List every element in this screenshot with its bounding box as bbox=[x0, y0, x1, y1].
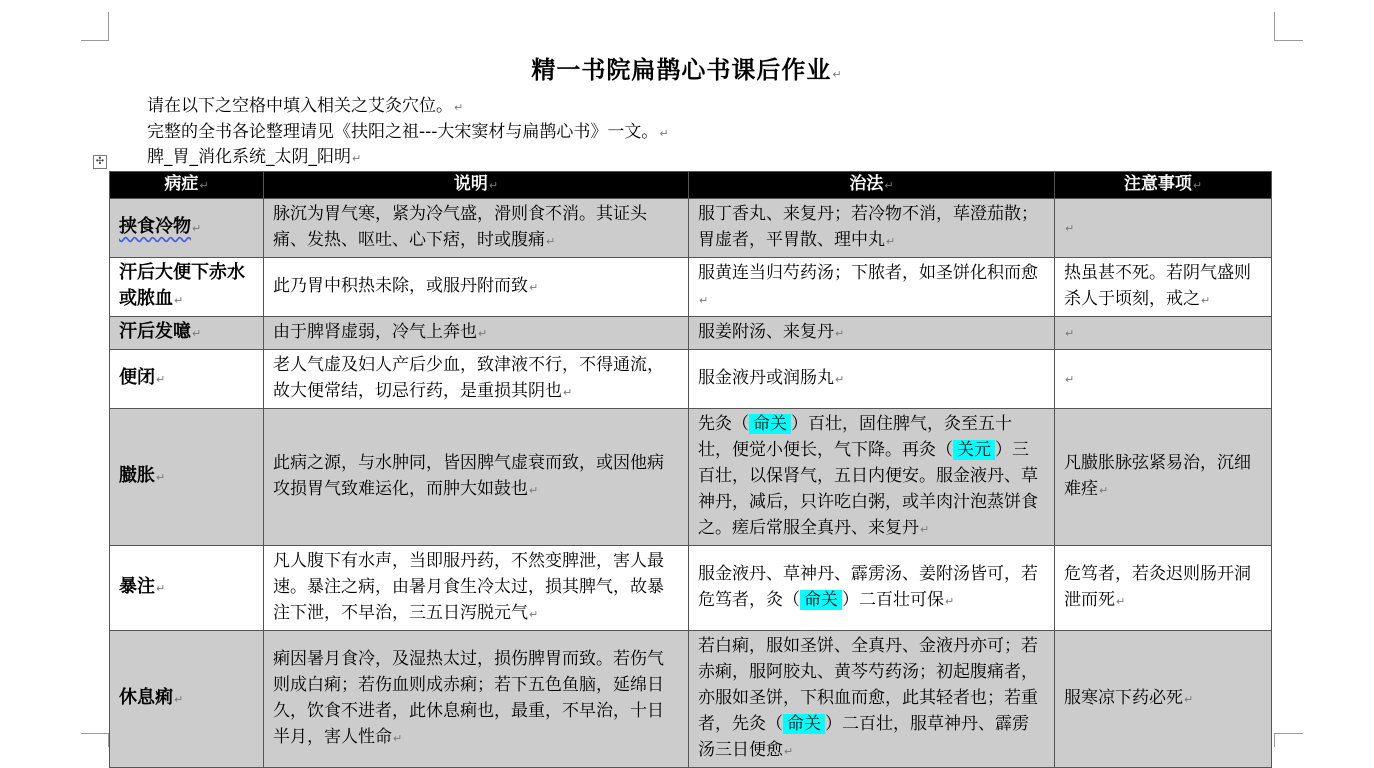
description-cell[interactable]: 老人气虚及妇人产后少血，致津液不行，不得通流，故大便常结，切忌行药，是重损其阴也↵ bbox=[264, 350, 689, 409]
disease-cell: 汗后大便下赤水或脓血↵ bbox=[110, 258, 264, 317]
table-row bbox=[110, 631, 1272, 768]
header-treatment: 治法↵ bbox=[689, 172, 1055, 199]
table-row bbox=[110, 258, 1272, 317]
notes-cell[interactable]: 热虽甚不死。若阴气盛则杀人于顷刻，戒之↵ bbox=[1055, 258, 1272, 317]
acupoint-answer[interactable]: 关元 bbox=[953, 440, 995, 460]
intro-line-1-text: 请在以下之空格中填入相关之艾灸穴位。 bbox=[147, 96, 453, 116]
treatment-cell[interactable]: 若白痢，服如圣饼、全真丹、金液丹亦可；若赤痢，服阿胶丸、黄芩芍药汤；初起腹痛者，亦服如圣饼，下积血而愈，此其轻者也；若重者，先灸（ 命关 ）二百壮，服草神丹、霹雳汤三日便愈↵ bbox=[689, 631, 1055, 768]
notes-cell[interactable]: ↵ bbox=[1055, 199, 1272, 258]
notes-cell[interactable]: 服寒凉下药必死↵ bbox=[1055, 631, 1272, 768]
intro-line-3-text: 脾_胃_消化系统_太阴_阳明 bbox=[147, 147, 351, 167]
header-description: 说明↵ bbox=[264, 172, 689, 199]
disease-cell: 臌胀↵ bbox=[110, 409, 264, 546]
intro-line-2-text: 完整的全书各论整理请见《扶阳之祖---大宋窦材与扁鹊心书》一文。 bbox=[147, 122, 659, 142]
acupoint-answer[interactable]: 命关 bbox=[800, 590, 842, 610]
treatment-cell[interactable]: 服丁香丸、来复丹；若冷物不消，荜澄茄散；胃虚者，平胃散、理中丸↵ bbox=[689, 199, 1055, 258]
table-row bbox=[110, 350, 1272, 409]
description-cell[interactable]: 由于脾肾虚弱，冷气上奔也↵ bbox=[264, 317, 689, 350]
crop-mark-bottom-right bbox=[1274, 733, 1303, 747]
paragraph-mark: ↵ bbox=[352, 152, 362, 165]
acupoint-answer[interactable]: 命关 bbox=[783, 714, 825, 734]
table-row bbox=[110, 409, 1272, 546]
document-title bbox=[0, 50, 1374, 85]
disease-cell: 挟食冷物↵ bbox=[110, 199, 264, 258]
paragraph-mark: ↵ bbox=[832, 68, 843, 81]
paragraph-mark: ↵ bbox=[659, 127, 669, 140]
table-header-row bbox=[110, 172, 1272, 199]
table-row bbox=[110, 317, 1272, 350]
table-row bbox=[110, 546, 1272, 631]
disease-cell: 休息痢↵ bbox=[110, 631, 264, 768]
table-move-handle-icon[interactable]: ✣ bbox=[93, 155, 107, 169]
intro-line-1 bbox=[147, 94, 463, 120]
notes-cell[interactable]: ↵ bbox=[1055, 317, 1272, 350]
document-title-text: 精一书院扁鹊心书课后作业 bbox=[531, 56, 832, 84]
notes-cell[interactable]: 凡臌胀脉弦紧易治，沉细难痊↵ bbox=[1055, 409, 1272, 546]
description-cell[interactable]: 痢因暑月食冷，及湿热太过，损伤脾胃而致。若伤气则成白痢；若伤血则成赤痢；若下五色鱼脑，延绵日久，饮食不进者，此休息痢也，最重，不早治，十日半月，害人性命↵ bbox=[264, 631, 689, 768]
description-cell[interactable]: 脉沉为胃气寒，紧为冷气盛，滑则食不消。其证头痛、发热、呕吐、心下痞，时或腹痛↵ bbox=[264, 199, 689, 258]
treatment-cell[interactable]: 服姜附汤、来复丹↵ bbox=[689, 317, 1055, 350]
disease-cell: 暴注↵ bbox=[110, 546, 264, 631]
header-disease: 病症↵ bbox=[110, 172, 264, 199]
treatment-cell[interactable]: 先灸（ 命关 ）百壮，固住脾气，灸至五十壮，便觉小便长，气下降。再灸（ 关元 ）三百壮，以保肾气，五日内便安。服金液丹、草神丹，减后，只许吃白粥，或羊肉汁泡蒸饼食之。瘥后常服全真丹、来复丹↵ bbox=[689, 409, 1055, 546]
description-cell[interactable]: 此病之源，与水肿同，皆因脾气虚衰而致，或因他病攻损胃气致难运化，而肿大如鼓也↵ bbox=[264, 409, 689, 546]
disease-cell: 便闭↵ bbox=[110, 350, 264, 409]
header-notes: 注意事项↵ bbox=[1055, 172, 1272, 199]
description-cell[interactable]: 此乃胃中积热未除，或服丹附而致↵ bbox=[264, 258, 689, 317]
notes-cell[interactable]: 危笃者，若灸迟则肠开洞泄而死↵ bbox=[1055, 546, 1272, 631]
homework-table bbox=[109, 171, 1272, 768]
treatment-cell[interactable]: 服金液丹或润肠丸↵ bbox=[689, 350, 1055, 409]
crop-mark-top-left bbox=[81, 12, 109, 41]
intro-line-3 bbox=[147, 145, 361, 171]
table-row bbox=[110, 199, 1272, 258]
treatment-cell[interactable]: 服黄连当归芍药汤；下脓者，如圣饼化积而愈↵ bbox=[689, 258, 1055, 317]
description-cell[interactable]: 凡人腹下有水声，当即服丹药，不然变脾泄，害人最速。暴注之病，由暑月食生冷太过，损其脾气，故暴注下泄，不早治，三五日泻脱元气↵ bbox=[264, 546, 689, 631]
acupoint-answer[interactable]: 命关 bbox=[749, 414, 791, 434]
crop-mark-bottom-left bbox=[81, 733, 109, 747]
treatment-cell[interactable]: 服金液丹、草神丹、霹雳汤、姜附汤皆可，若危笃者，灸（ 命关 ）二百壮可保↵ bbox=[689, 546, 1055, 631]
paragraph-mark: ↵ bbox=[454, 101, 464, 114]
crop-mark-top-right bbox=[1274, 12, 1303, 41]
notes-cell[interactable]: ↵ bbox=[1055, 350, 1272, 409]
intro-line-2 bbox=[147, 120, 669, 146]
disease-cell: 汗后发噫↵ bbox=[110, 317, 264, 350]
